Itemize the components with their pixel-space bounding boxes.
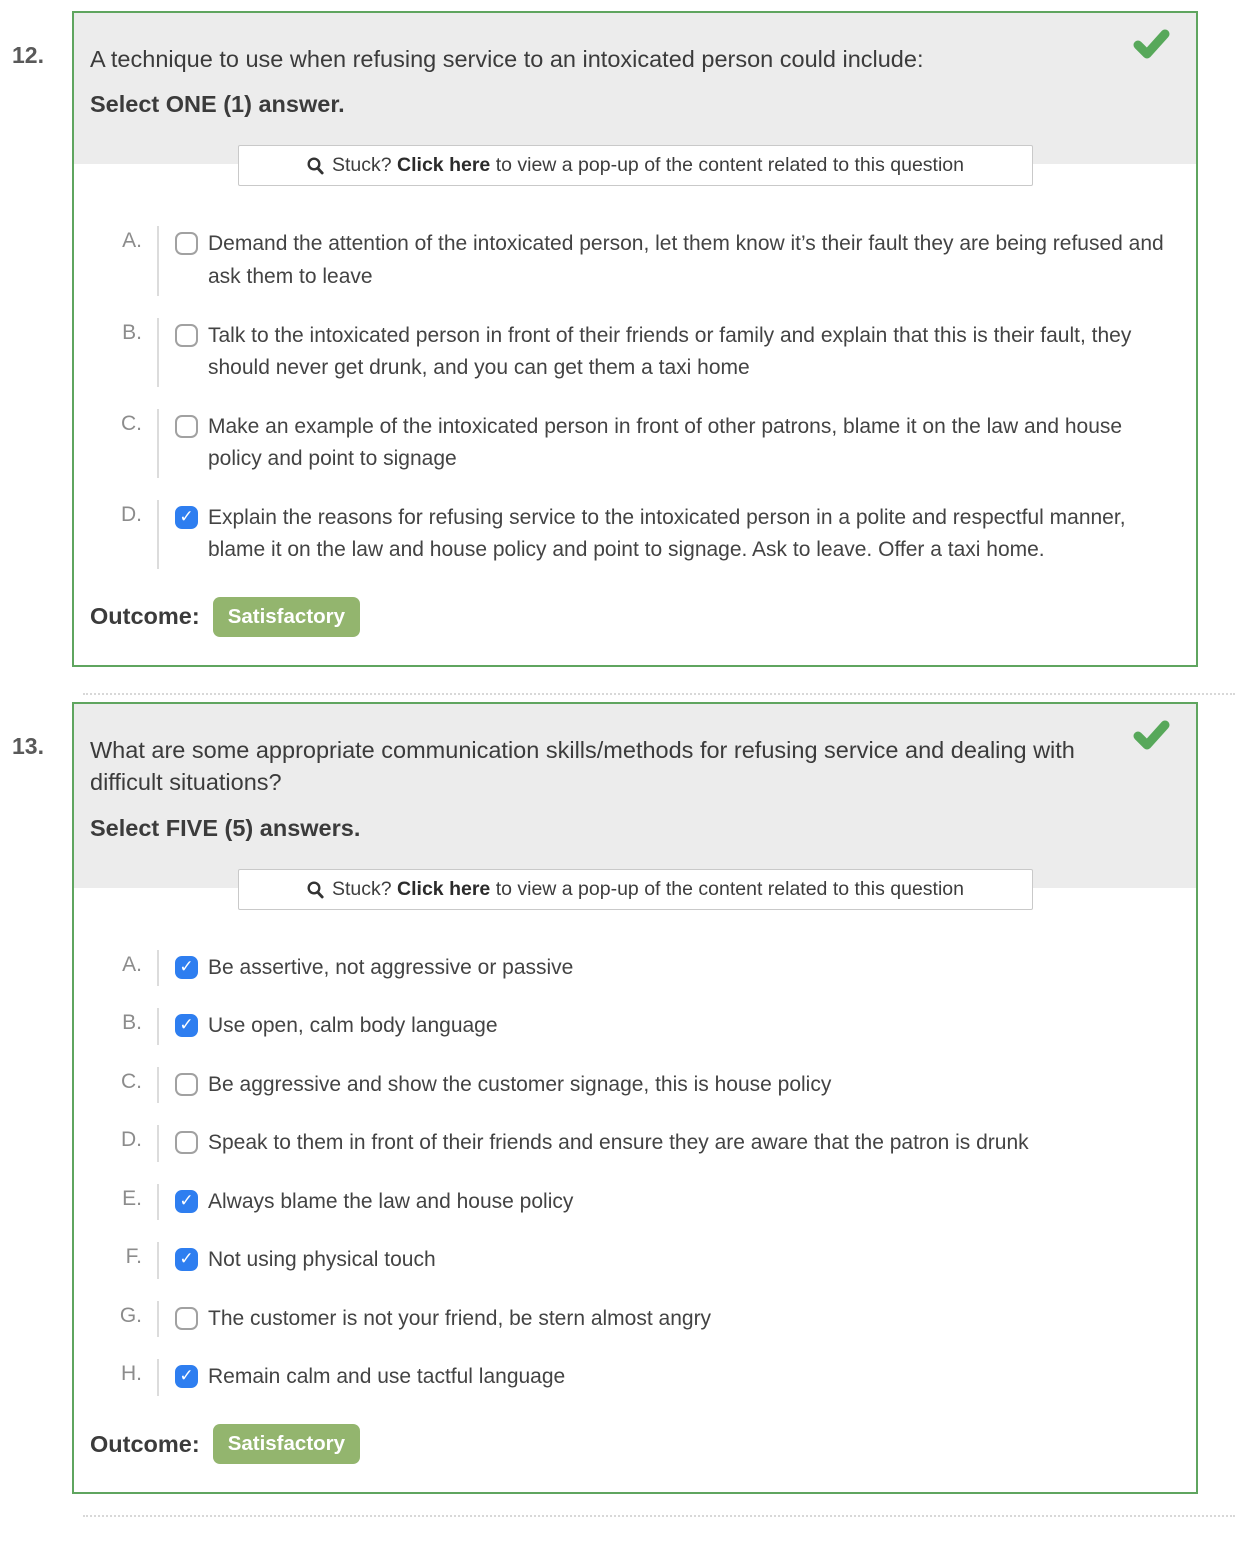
question-13 [12,702,1198,1494]
option-body [157,1242,1174,1279]
answer-checkbox[interactable] [175,324,198,347]
stuck-help-text: Stuck? Click here to view a pop-up of the content related to this question [332,154,964,177]
search-icon [306,156,325,175]
option-letter: C. [121,411,142,435]
option-body [157,226,1174,295]
option-text: Talk to the intoxicated person in front of their friends or family and explain that this is their fault, they should never get drunk, and you can get them a taxi home [208,323,1132,380]
option-letter: A. [122,952,142,976]
option-body [157,1067,1174,1104]
options-list [74,910,1196,1396]
option-text: Explain the reasons for refusing service to the intoxicated person in a polite and respectful manner, blame it on the law and house policy and point to signage. Ask to leave. Offer a taxi home. [208,505,1126,562]
option-row-g [74,1301,1174,1338]
option-body [157,1359,1174,1396]
option-text: Always blame the law and house policy [208,1189,574,1213]
answer-checkbox[interactable] [175,1307,198,1330]
option-letter: D. [121,1128,142,1152]
option-row-c [74,409,1174,478]
option-row-a [74,226,1174,295]
option-row-b [74,318,1174,387]
answer-checkbox[interactable] [175,1014,198,1037]
option-letter: B. [122,1011,142,1035]
option-letter: C. [121,1069,142,1093]
outcome-label: Outcome: [90,603,200,630]
search-icon [306,880,325,899]
option-row-c [74,1067,1174,1104]
option-text: Make an example of the intoxicated person in front of other patrons, blame it on the law and house policy and point to signage [208,414,1123,471]
outcome-label: Outcome: [90,1430,200,1457]
stuck-help-bar[interactable] [238,869,1033,910]
option-letter: G. [119,1303,142,1327]
options-list [74,186,1196,568]
question-header [74,704,1196,888]
option-letter: A. [122,229,142,253]
stuck-help-text: Stuck? Click here to view a pop-up of the content related to this question [332,877,964,900]
option-row-e [74,1184,1174,1221]
outcome-row [74,591,1196,665]
option-body [157,1184,1174,1221]
option-body [157,500,1174,569]
option-body [157,409,1174,478]
correct-check-icon [1133,720,1170,756]
question-card [72,702,1198,1494]
question-card [72,11,1198,667]
option-row-b [74,1008,1174,1045]
answer-checkbox[interactable] [175,1365,198,1388]
question-header [74,13,1196,164]
option-body [157,950,1174,987]
question-title: What are some appropriate communication skills/methods for refusing service and dealing with difficult situations? [90,736,1075,796]
question-separator [83,693,1235,695]
answer-checkbox[interactable] [175,232,198,255]
option-row-d [74,500,1174,569]
option-letter: B. [122,320,142,344]
outcome-status-badge: Satisfactory [213,597,360,637]
answer-checkbox[interactable] [175,1131,198,1154]
stuck-help-bar[interactable] [238,145,1033,186]
option-letter: F. [125,1245,142,1269]
option-row-a [74,950,1174,987]
option-text: Demand the attention of the intoxicated person, let them know it’s their fault they are being refused and ask them to leave [208,232,1164,288]
question-12 [12,11,1198,667]
next-question-separator [83,1515,1235,1517]
answer-checkbox[interactable] [175,956,198,979]
answer-checkbox[interactable] [175,1190,198,1213]
option-letter: E. [122,1186,142,1210]
answer-checkbox[interactable] [175,506,198,529]
option-body [157,1301,1174,1338]
option-body [157,318,1174,387]
outcome-row [74,1418,1196,1492]
answer-checkbox[interactable] [175,1073,198,1096]
option-row-d [74,1125,1174,1162]
option-body [157,1125,1174,1162]
option-text: Remain calm and use tactful language [208,1365,566,1389]
outcome-status-badge: Satisfactory [213,1424,360,1464]
option-body [157,1008,1174,1045]
option-row-h [74,1359,1174,1396]
question-instruction: Select FIVE (5) answers. [90,814,361,841]
option-letter: H. [121,1362,142,1386]
correct-check-icon [1133,29,1170,65]
option-row-f [74,1242,1174,1279]
option-text: The customer is not your friend, be stern almost angry [208,1306,712,1330]
question-instruction: Select ONE (1) answer. [90,91,345,118]
option-text: Use open, calm body language [208,1014,498,1038]
answer-checkbox[interactable] [175,415,198,438]
option-text: Not using physical touch [208,1248,436,1272]
option-text: Speak to them in front of their friends and ensure they are aware that the patron is drunk [208,1131,1029,1155]
question-title: A technique to use when refusing service to an intoxicated person could include: [90,46,924,72]
option-text: Be assertive, not aggressive or passive [208,955,574,979]
answer-checkbox[interactable] [175,1248,198,1271]
option-letter: D. [121,502,142,526]
option-text: Be aggressive and show the customer signage, this is house policy [208,1072,832,1096]
question-number: 12. [12,42,44,68]
question-number: 13. [12,732,44,759]
